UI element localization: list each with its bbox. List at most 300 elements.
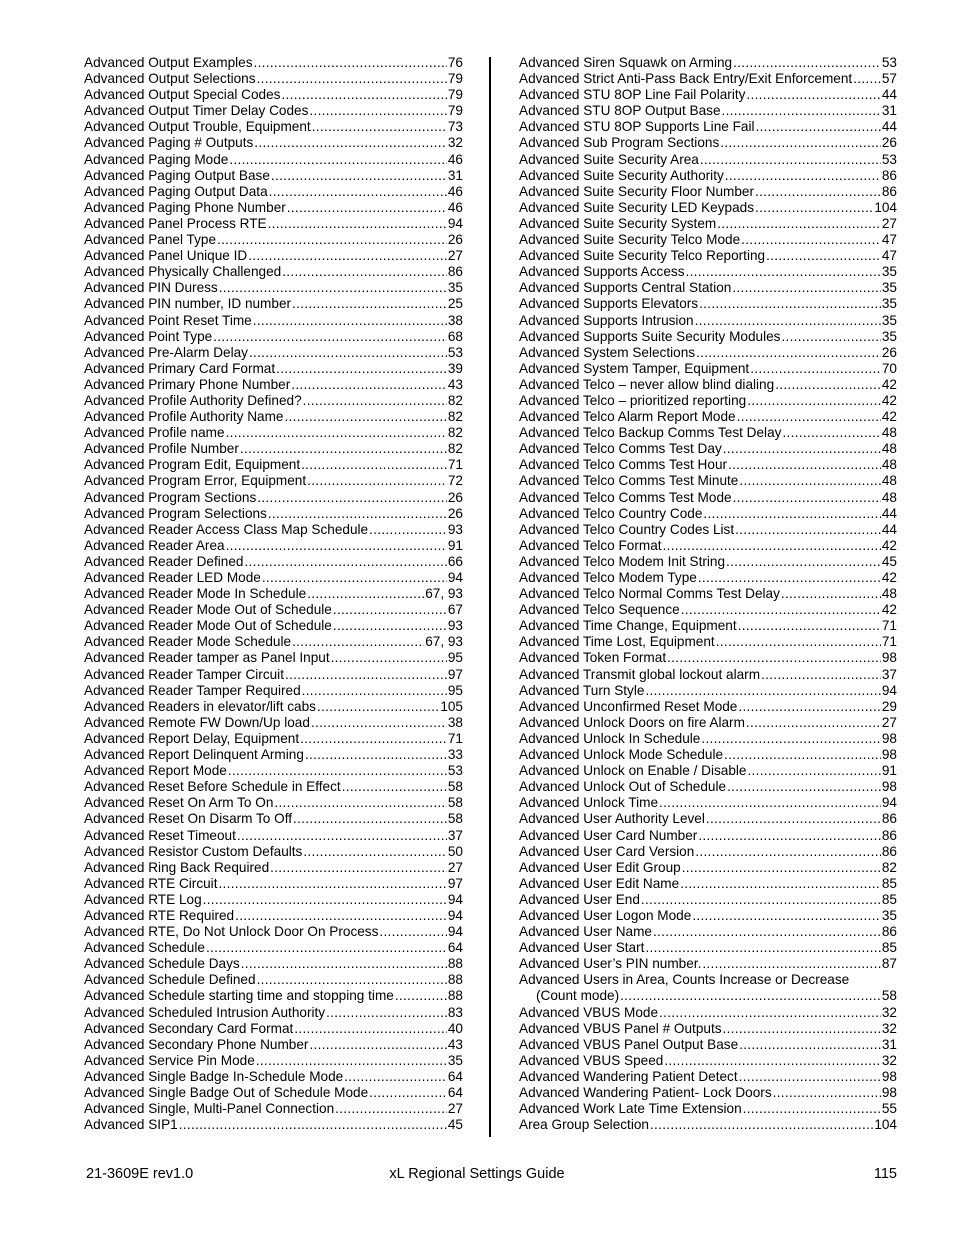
dot-leader (257, 490, 447, 506)
index-entry-label: Advanced Suite Security System (519, 215, 717, 231)
index-entry-label: Advanced Reset Timeout (84, 827, 236, 843)
dot-leader (256, 1053, 447, 1069)
dot-leader (326, 1005, 447, 1021)
index-entry-page: 98 (881, 747, 897, 763)
index-entry-page: 72 (447, 473, 463, 489)
index-entry-page: 98 (881, 650, 897, 666)
index-entry (519, 554, 897, 570)
index-entry-page: 71 (447, 457, 463, 473)
index-entry-page: 86 (881, 843, 897, 859)
index-entry-label: Advanced Unlock Time (519, 795, 659, 811)
index-entry-page: 47 (881, 232, 897, 248)
index-entry-page: 53 (881, 151, 897, 167)
index-entry-label: Advanced Unlock Doors on fire Alarm (519, 714, 745, 730)
dot-leader (379, 924, 446, 940)
index-entry-label: Advanced Unconfirmed Reset Mode (519, 698, 738, 714)
index-entry-page: 29 (881, 698, 897, 714)
index-entry (84, 811, 463, 827)
dot-leader (732, 280, 881, 296)
dot-leader (681, 602, 881, 618)
dot-leader (738, 699, 881, 715)
index-entry-label: Advanced Token Format (519, 650, 667, 666)
index-entry-page: 48 (881, 489, 897, 505)
index-entry (84, 586, 463, 602)
index-entry-label: Advanced Supports Intrusion (519, 312, 694, 328)
dot-leader (291, 377, 447, 393)
dot-leader (270, 860, 447, 876)
index-entry (519, 1005, 897, 1021)
dot-leader (331, 650, 447, 666)
index-entry-label: Advanced Telco Modem Init String (519, 553, 726, 569)
dot-leader (733, 55, 881, 71)
index-entry (519, 473, 897, 489)
dot-leader (722, 103, 881, 119)
index-entry-label: Advanced System Selections (519, 344, 696, 360)
index-entry-label: Advanced User Start (519, 940, 645, 956)
index-entry-page: 66 (447, 553, 463, 569)
index-entry-label: Advanced PIN Duress (84, 280, 218, 296)
dot-leader (723, 1021, 881, 1037)
index-entry (519, 940, 897, 956)
dot-leader (700, 152, 881, 168)
index-entry-page: 44 (881, 521, 897, 537)
index-entry-page: 76 (447, 55, 463, 70)
index-entry (84, 1037, 463, 1053)
index-entry-label: Advanced Time Lost, Equipment (519, 634, 715, 650)
index-entry-label: Advanced Telco Alarm Report Mode (519, 409, 736, 425)
index-entry-page: 26 (447, 505, 463, 521)
index-entry-page: 27 (447, 859, 463, 875)
index-entry (519, 844, 897, 860)
index-entry (84, 715, 463, 731)
index-entry-page: 26 (447, 489, 463, 505)
index-entry (84, 988, 463, 1004)
index-entry (84, 361, 463, 377)
index-entry-page: 64 (447, 1085, 463, 1100)
index-entry (84, 425, 463, 441)
dot-leader (312, 119, 447, 135)
index-entry-label: Advanced User Card Version (519, 843, 695, 859)
index-entry-label: Advanced Program Error, Equipment (84, 473, 307, 489)
index-entry-page: 86 (881, 827, 897, 843)
index-entry (519, 490, 897, 506)
index-entry (519, 811, 897, 827)
index-entry-page: 32 (881, 1004, 897, 1020)
index-entry-label: Advanced Telco Comms Test Mode (519, 489, 732, 505)
index-entry-page: 85 (881, 940, 897, 956)
index-entry-page: 86 (881, 183, 897, 199)
index-entry-page: 95 (447, 650, 463, 666)
footer-title: xL Regional Settings Guide (389, 1166, 565, 1182)
dot-leader (309, 103, 446, 119)
index-entry-label: Advanced Wandering Patient Detect (519, 1068, 738, 1084)
index-entry (84, 1085, 463, 1101)
dot-leader (307, 586, 424, 602)
index-entry-page: 98 (881, 1068, 897, 1084)
index-entry-label: Advanced SIP1 (84, 1117, 178, 1133)
dot-leader (300, 731, 447, 747)
index-entry-label: Advanced Output Trouble, Equipment (84, 119, 311, 135)
index-entry (519, 538, 897, 554)
dot-leader (369, 1085, 447, 1101)
dot-leader (727, 779, 881, 795)
dot-leader (703, 506, 880, 522)
index-entry-label: Advanced Paging Phone Number (84, 199, 286, 215)
dot-leader (701, 731, 881, 747)
index-entry-label: Area Group Selection (519, 1117, 649, 1133)
index-entry (84, 650, 463, 666)
index-entry (84, 280, 463, 296)
dot-leader (746, 715, 881, 731)
index-entry-label: Advanced Report Delay, Equipment (84, 730, 300, 746)
index-entry-page: 94 (447, 215, 463, 231)
dot-leader (248, 248, 447, 264)
index-entry-page: 50 (447, 843, 463, 859)
index-entry (84, 1021, 463, 1037)
dot-leader (755, 184, 881, 200)
index-entry-label: Advanced Panel Process RTE (84, 215, 267, 231)
dot-leader (226, 538, 447, 554)
index-entry (84, 296, 463, 312)
index-entry-page: 44 (881, 119, 897, 135)
index-entry (84, 747, 463, 763)
index-entry (84, 1117, 463, 1133)
index-entry-page: 31 (447, 167, 463, 183)
dot-leader (724, 747, 881, 763)
dot-leader (737, 409, 881, 425)
index-entry (519, 1085, 897, 1101)
dot-leader (667, 650, 881, 666)
index-entry-page: 68 (447, 328, 463, 344)
index-entry (519, 119, 897, 135)
index-entry-page: 46 (447, 183, 463, 199)
index-entry-page: 48 (881, 473, 897, 489)
index-entry-label: Advanced Telco Comms Test Hour (519, 457, 728, 473)
index-entry (519, 55, 897, 71)
index-entry-label: Advanced Unlock Mode Schedule (519, 747, 724, 763)
index-entry (84, 683, 463, 699)
index-entry-page: 83 (447, 1004, 463, 1020)
index-entry (519, 602, 897, 618)
index-entry (519, 103, 897, 119)
dot-leader (271, 168, 447, 184)
index-entry-label: Advanced Reset Before Schedule in Effect (84, 779, 341, 795)
index-entry-page: 58 (447, 811, 463, 827)
index-entry (84, 1053, 463, 1069)
index-entry (519, 168, 897, 184)
index-entry-label: Advanced Supports Access (519, 264, 685, 280)
index-entry (519, 1021, 897, 1037)
index-entry-label: Advanced Pre-Alarm Delay (84, 344, 248, 360)
index-entry (84, 71, 463, 87)
footer-page-number: 115 (873, 1166, 897, 1182)
index-entry (84, 135, 463, 151)
index-entry-label: Advanced Users in Area, Counts Increase or Decrease (519, 972, 850, 988)
dot-leader (287, 200, 447, 216)
index-entry-page: 97 (447, 666, 463, 682)
dot-leader (317, 699, 439, 715)
index-entry-page: 82 (447, 441, 463, 457)
dot-leader (282, 264, 447, 280)
index-entry-label: Advanced Output Timer Delay Codes (84, 103, 309, 119)
index-entry-label: Advanced Reader LED Mode (84, 570, 261, 585)
index-entry-label: Advanced RTE Log (84, 891, 202, 907)
dot-leader (213, 329, 447, 345)
dot-leader (741, 232, 881, 248)
dot-leader (309, 1037, 446, 1053)
index-entry-label: Advanced Output Selections (84, 71, 256, 87)
index-entry-page: 67, 93 (425, 586, 463, 602)
index-entry-page: 35 (881, 296, 897, 312)
index-entry-page: 73 (447, 119, 463, 135)
index-entry-label: Advanced Schedule Days (84, 956, 240, 972)
index-entry-page: 32 (881, 1020, 897, 1036)
index-entry (519, 1101, 897, 1117)
index-entry-page: 42 (881, 409, 897, 425)
index-entry-page: 55 (881, 1101, 897, 1117)
index-entry (84, 473, 463, 489)
index-entry-label: Advanced Remote FW Down/Up load (84, 714, 310, 730)
dot-leader (738, 618, 881, 634)
index-entry-label: Advanced Telco Modem Type (519, 570, 697, 585)
index-entry-label: Advanced Wandering Patient- Lock Doors (519, 1085, 772, 1100)
index-entry-label: Advanced User Edit Name (519, 875, 680, 891)
index-entry-page: 70 (881, 360, 897, 376)
index-entry-label: Advanced Program Sections (84, 489, 257, 505)
dot-leader (739, 1037, 881, 1053)
dot-leader (766, 248, 881, 264)
index-entry-page: 71 (881, 634, 897, 650)
index-entry-label: Advanced RTE Circuit (84, 875, 218, 891)
index-entry-page: 82 (447, 409, 463, 425)
index-entry-label: Advanced Reader Mode Schedule (84, 634, 292, 650)
index-entry-label: Advanced Suite Security Telco Mode (519, 232, 741, 248)
index-entry-page: 48 (881, 457, 897, 473)
index-entry-page: 86 (881, 167, 897, 183)
index-entry (519, 377, 897, 393)
index-entry-label: Advanced Report Delinquent Arming (84, 747, 304, 763)
index-entry-page: 86 (881, 924, 897, 940)
dot-leader (302, 683, 447, 699)
index-entry (84, 457, 463, 473)
index-entry-page: 105 (440, 698, 463, 714)
index-entry-label: Advanced Single Badge Out of Schedule Mode (84, 1085, 369, 1100)
index-entry (519, 232, 897, 248)
dot-leader (293, 811, 447, 827)
index-entry-page: 42 (881, 602, 897, 618)
index-entry-label: Advanced Telco – prioritized reporting (519, 392, 747, 408)
dot-leader (292, 634, 424, 650)
index-entry-page: 94 (447, 907, 463, 923)
index-entry (519, 747, 897, 763)
index-entry-label: Advanced Reader Access Class Map Schedule (84, 521, 369, 537)
dot-leader (274, 795, 446, 811)
index-entry-label: Advanced Telco Format (519, 537, 662, 553)
dot-leader (659, 795, 881, 811)
index-entry (519, 280, 897, 296)
index-entry (84, 554, 463, 570)
dot-leader (775, 377, 881, 393)
dot-leader (747, 763, 880, 779)
index-entry (84, 828, 463, 844)
dot-leader (756, 119, 881, 135)
index-entry-page: 91 (447, 537, 463, 553)
index-entry-page: 37 (881, 666, 897, 682)
index-entry-label: Advanced Telco Comms Test Day (519, 441, 722, 457)
dot-leader (254, 135, 447, 151)
index-entry-page: 98 (881, 730, 897, 746)
index-entry (519, 87, 897, 103)
index-entry-page: 46 (447, 151, 463, 167)
index-entry-label: Advanced Supports Suite Security Modules (519, 328, 781, 344)
index-entry (519, 908, 897, 924)
index-entry-label: Advanced Suite Security LED Keypads (519, 199, 755, 215)
index-entry (84, 972, 463, 988)
index-entry (519, 1053, 897, 1069)
index-entry (519, 699, 897, 715)
index-entry (84, 618, 463, 634)
dot-leader (653, 924, 881, 940)
index-entry (84, 103, 463, 119)
index-entry-label: Advanced Secondary Card Format (84, 1020, 294, 1036)
dot-leader (369, 522, 447, 538)
index-entry (519, 956, 897, 972)
index-entry-page: 86 (447, 264, 463, 280)
dot-leader (269, 184, 447, 200)
dot-leader (659, 1005, 881, 1021)
index-entry-page: 67 (447, 602, 463, 618)
index-entry-label: Advanced Telco Normal Comms Test Delay (519, 586, 780, 602)
index-entry (519, 1069, 897, 1085)
dot-leader (228, 763, 447, 779)
dot-leader (333, 618, 447, 634)
index-entry-label: Advanced Strict Anti-Pass Back Entry/Exit Enforcement (519, 71, 853, 87)
dot-leader (773, 1085, 881, 1101)
index-entry-label: Advanced Reader Tamper Required (84, 682, 301, 698)
index-entry (84, 538, 463, 554)
index-entry-label: Advanced Resistor Custom Defaults (84, 843, 303, 859)
dot-leader (735, 522, 881, 538)
index-entry (84, 409, 463, 425)
index-entry-label: Advanced Suite Security Floor Number (519, 183, 754, 199)
index-entry-label: Advanced Output Examples (84, 55, 253, 70)
index-entry-page: 33 (447, 747, 463, 763)
index-entry (84, 490, 463, 506)
index-entry (84, 876, 463, 892)
index-entry-page: 93 (447, 521, 463, 537)
index-column-left (84, 55, 463, 1133)
index-entry (519, 329, 897, 345)
index-entry (519, 618, 897, 634)
index-entry-page: 37 (447, 827, 463, 843)
index-entry-label: Advanced User End (519, 891, 640, 907)
dot-leader (645, 940, 880, 956)
index-entry (519, 1037, 897, 1053)
index-entry-page: 35 (881, 264, 897, 280)
dot-leader (237, 828, 447, 844)
dot-leader (699, 296, 881, 312)
index-entry (519, 409, 897, 425)
index-entry-page: 26 (447, 232, 463, 248)
index-entry-page: 42 (881, 537, 897, 553)
dot-leader (698, 570, 881, 586)
dot-leader (620, 988, 881, 1004)
dot-leader (257, 972, 447, 988)
index-entry-label: Advanced Supports Central Station (519, 280, 732, 296)
index-entry-label: Advanced Paging Output Base (84, 167, 270, 183)
index-entry-page: 31 (881, 1036, 897, 1052)
index-entry (519, 361, 897, 377)
index-entry-label: Advanced Reader Defined (84, 553, 244, 569)
index-entry (519, 586, 897, 602)
index-entry-label: Advanced Reader Area (84, 537, 225, 553)
index-entry-label: Advanced Point Type (84, 328, 213, 344)
index-entry-label: Advanced User Edit Group (519, 859, 681, 875)
index-entry (84, 200, 463, 216)
dot-leader (682, 860, 881, 876)
index-entry-page: 35 (881, 328, 897, 344)
index-entry (519, 924, 897, 940)
index-entry (84, 168, 463, 184)
dot-leader (717, 216, 881, 232)
dot-leader (179, 1117, 447, 1133)
index-entry (519, 763, 897, 779)
dot-leader (262, 570, 447, 586)
index-entry-label: Advanced Service Pin Mode (84, 1052, 255, 1068)
index-entry (84, 908, 463, 924)
index-entry-page: 53 (447, 763, 463, 779)
index-entry-label: Advanced Reader Mode In Schedule (84, 586, 307, 602)
index-entry-label: Advanced Single, Multi-Panel Connection (84, 1101, 335, 1117)
index-entry-label: Advanced Primary Card Format (84, 360, 276, 376)
index-entry-page: 42 (881, 570, 897, 585)
index-entry-page: 32 (881, 1052, 897, 1068)
dot-leader (720, 135, 881, 151)
index-entry (519, 313, 897, 329)
index-entry-label-continued: (Count mode) (536, 988, 620, 1004)
index-entry-page: 88 (447, 972, 463, 988)
index-entry-label: Advanced STU 8OP Output Base (519, 103, 721, 119)
index-entry-page: 57 (881, 71, 897, 87)
index-entry-label: Advanced System Tamper, Equipment (519, 360, 750, 376)
dot-leader (294, 1021, 447, 1037)
dot-leader (723, 441, 881, 457)
index-entry (84, 1101, 463, 1117)
index-entry-page: 64 (447, 1068, 463, 1084)
dot-leader (303, 393, 447, 409)
index-entry (519, 135, 897, 151)
index-entry-page: 46 (447, 199, 463, 215)
index-entry-label: Advanced RTE Required (84, 907, 235, 923)
index-entry-page: 85 (881, 891, 897, 907)
index-entry-page: 82 (447, 425, 463, 441)
index-entry-page: 48 (881, 425, 897, 441)
index-entry-page: 39 (447, 360, 463, 376)
index-entry-label: Advanced Unlock on Enable / Disable (519, 763, 747, 779)
index-entry-label: Advanced VBUS Panel Output Base (519, 1036, 739, 1052)
index-entry-page: 79 (447, 71, 463, 87)
index-entry-label: Advanced User Card Number (519, 827, 698, 843)
index-entry-label: Advanced Sub Program Sections (519, 135, 720, 151)
index-entry-label: Advanced Telco – never allow blind dialing (519, 376, 775, 392)
index-entry (84, 345, 463, 361)
index-entry (519, 570, 897, 586)
index-entry-page: 53 (447, 344, 463, 360)
dot-leader (641, 892, 881, 908)
dot-leader (747, 393, 881, 409)
dot-leader (725, 168, 881, 184)
index-entry-page: 31 (881, 103, 897, 119)
